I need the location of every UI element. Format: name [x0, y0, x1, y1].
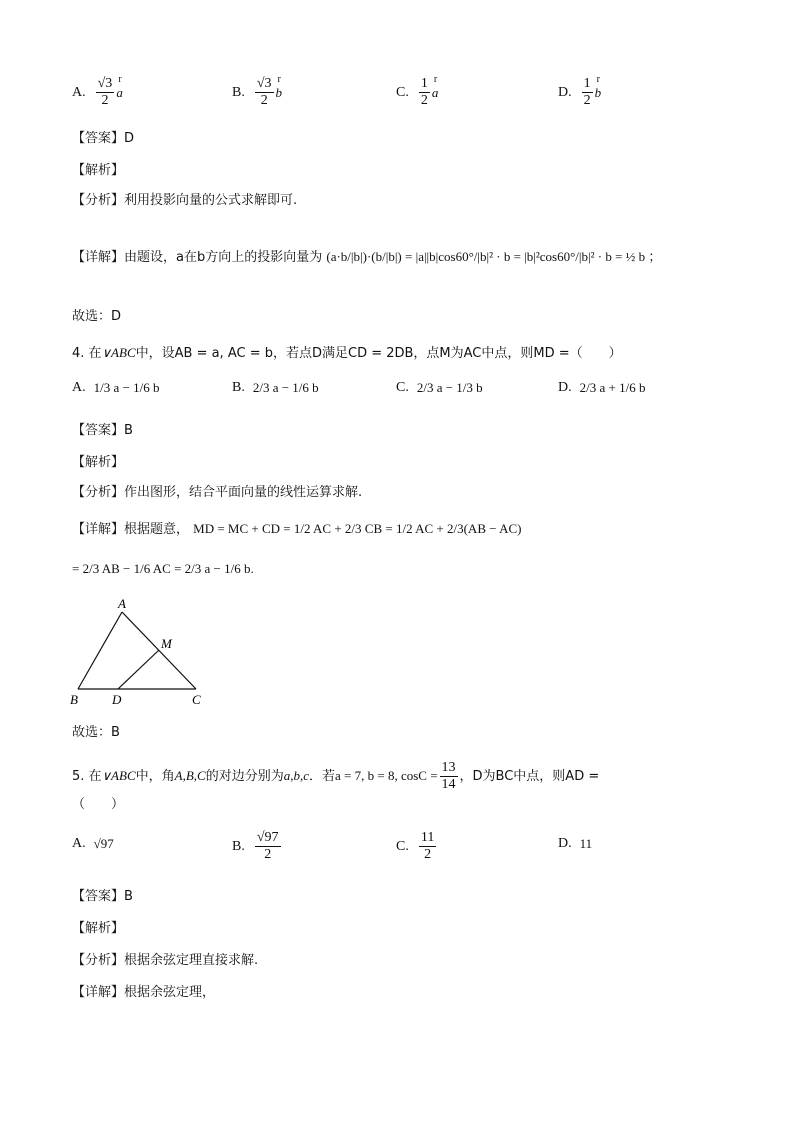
- detail-expression: = 2/3 AB − 1/6 AC = 2/3 a − 1/6 b.: [72, 561, 254, 576]
- q3-detail: [72, 248, 754, 267]
- vector: r b: [276, 85, 283, 101]
- label-b: B: [70, 692, 78, 707]
- option-text: √97: [93, 836, 114, 851]
- q5-detail: 【详解】根据余弦定理，: [72, 985, 216, 1000]
- vector: r b: [595, 85, 602, 101]
- option-label: B.: [232, 838, 245, 854]
- q4-detail-line1: [72, 520, 754, 539]
- q3-option-b[interactable]: [232, 76, 282, 109]
- option-label: C.: [396, 380, 409, 395]
- option-label: D.: [558, 84, 572, 100]
- option-label: C.: [396, 838, 409, 854]
- q5-paren: （ ）: [72, 797, 125, 812]
- detail-prefix: 【详解】由题设，: [72, 250, 177, 265]
- option-label: D.: [558, 836, 572, 851]
- option-text: 2/3 a + 1/6 b: [579, 380, 646, 395]
- option-label: A.: [72, 836, 86, 851]
- q5-option-d[interactable]: [558, 836, 592, 852]
- q3-analysis-tag: 【解析】: [72, 163, 125, 178]
- option-text: 2/3 a − 1/3 b: [416, 380, 483, 395]
- option-text: 1/3 a − 1/6 b: [93, 380, 160, 395]
- q3-fenxi: 【分析】利用投影向量的公式求解即可.: [72, 193, 298, 208]
- option-text: 2/3 a − 1/6 b: [252, 380, 319, 395]
- option-label: C.: [396, 84, 409, 100]
- q4-answer: 【答案】B: [72, 423, 133, 438]
- segment-dm: [118, 650, 159, 689]
- label-d: D: [112, 692, 122, 707]
- label-c: C: [192, 692, 201, 707]
- option-label: A.: [72, 84, 86, 100]
- q5-option-a[interactable]: [72, 836, 114, 852]
- q4-stem: 4. 在∨ABC中，设AB = a, AC = b，若点D满足CD = 2DB，点M为AC中点，则MD =（ ）: [72, 345, 622, 361]
- fraction: $\frac{1}{2}$: [420, 76, 428, 108]
- q3-answer: 【答案】D: [72, 131, 135, 146]
- q4-analysis-tag: 【解析】: [72, 455, 125, 470]
- q5-option-b[interactable]: [232, 830, 283, 863]
- option-label: D.: [558, 380, 572, 395]
- vector: r a: [432, 85, 439, 101]
- q4-detail-line2: [72, 560, 754, 579]
- option-text: 11: [579, 836, 593, 851]
- label-m: M: [161, 636, 172, 651]
- q3-option-d[interactable]: [558, 76, 601, 109]
- vector: r a: [116, 85, 123, 101]
- q4-option-c[interactable]: [396, 380, 483, 396]
- q5-answer: 【答案】B: [72, 889, 133, 904]
- detail-text: a在b方向上的投影向量为: [176, 250, 323, 265]
- q5-analysis-tag: 【解析】: [72, 921, 125, 936]
- q5-option-c[interactable]: [396, 830, 438, 863]
- q3-choose: 故选：D: [72, 309, 122, 324]
- triangle-symbol: ∨ABC: [101, 768, 136, 783]
- q3-option-c[interactable]: [396, 76, 438, 109]
- q4-triangle-figure: [66, 592, 216, 712]
- detail-expression: MD = MC + CD = 1/2 AC + 2/3 CB = 1/2 AC + 2/3(AB − AC): [193, 521, 522, 536]
- fraction: $\frac{11}{2}$: [420, 830, 435, 862]
- fraction: $\frac{√3}{2}$: [256, 76, 272, 108]
- q5-fenxi: 【分析】根据余弦定理直接求解.: [72, 953, 259, 968]
- fraction: $\frac{13}{14}$: [441, 760, 456, 792]
- q4-choose: 故选：B: [72, 725, 120, 740]
- q3-option-a[interactable]: [72, 76, 123, 109]
- q4-option-b[interactable]: [232, 380, 319, 396]
- q4-option-a[interactable]: [72, 380, 159, 396]
- q4-fenxi: 【分析】作出图形，结合平面向量的线性运算求解.: [72, 485, 363, 500]
- fraction: $\frac{√97}{2}$: [256, 830, 279, 862]
- option-label: B.: [232, 380, 245, 395]
- option-label: A.: [72, 380, 86, 395]
- fraction: $\frac{1}{2}$: [583, 76, 591, 108]
- option-label: B.: [232, 84, 245, 100]
- edge-ab: [78, 612, 122, 689]
- label-a: A: [118, 596, 126, 611]
- q4-option-d[interactable]: [558, 380, 645, 396]
- detail-expression: (a·b/|b|)·(b/|b|) = |a||b|cos60°/|b|² · b = |b|²cos60°/|b|² · b = ½ b ；: [326, 249, 662, 264]
- detail-prefix: 【详解】根据题意，: [72, 522, 190, 537]
- fraction: $\frac{√3}{2}$: [97, 76, 113, 108]
- triangle-symbol: ∨ABC: [101, 345, 136, 360]
- q5-stem: 5. 在∨ABC中，角A,B,C的对边分别为a,b,c．若a = 7, b = 8, cosC = $\frac{13}{14}$ ，D为BC中点，则AD =: [72, 760, 600, 792]
